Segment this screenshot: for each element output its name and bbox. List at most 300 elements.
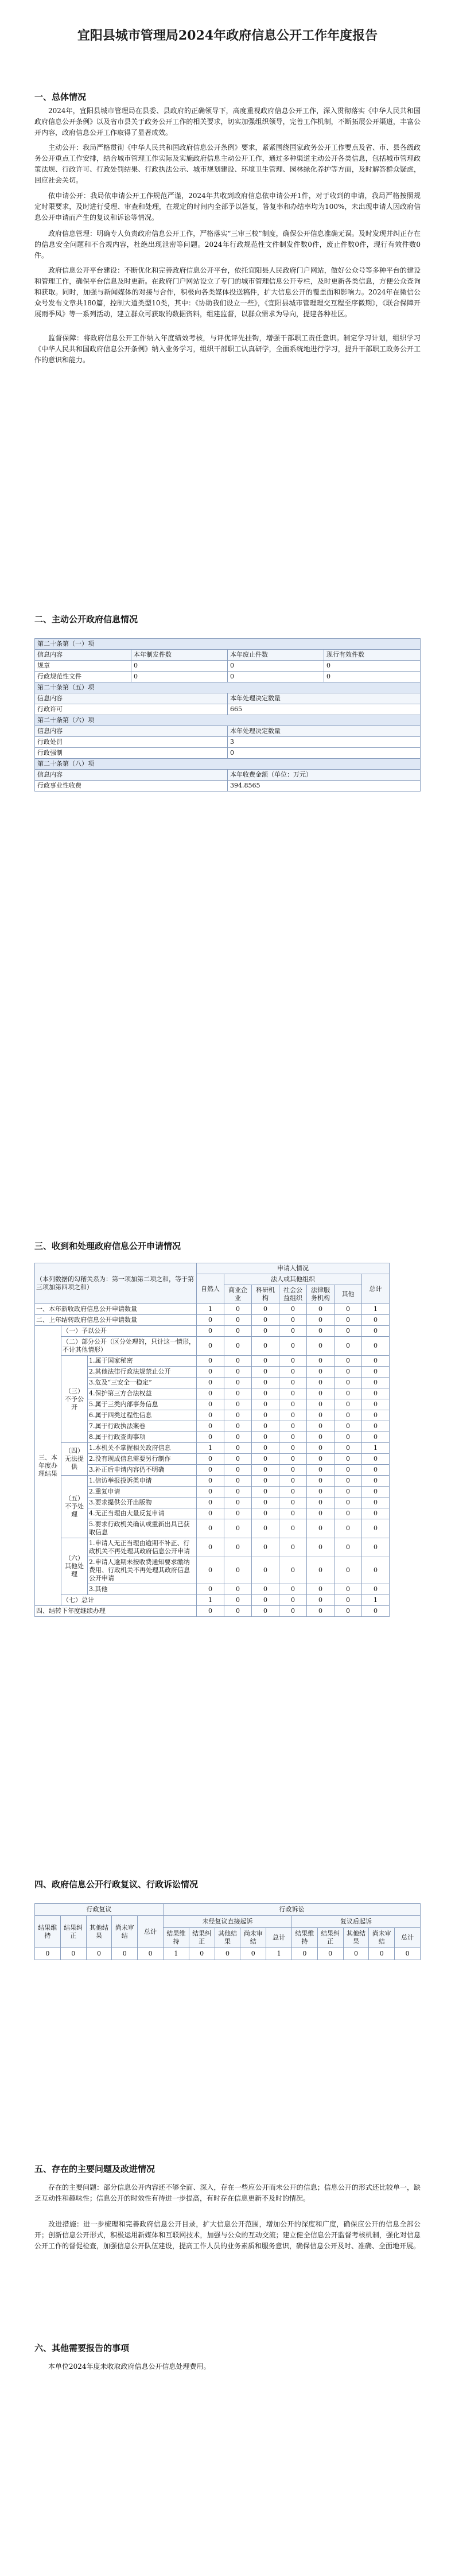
row-group-label: 三、本年度办理结果	[35, 1326, 61, 1606]
table-cell: 0	[279, 1519, 307, 1538]
table-cell: 0	[252, 1557, 279, 1584]
table-cell: 3	[228, 737, 421, 748]
table-cell: 0	[224, 1367, 252, 1378]
table-cell: 0	[362, 1356, 390, 1367]
table-cell: 0	[279, 1356, 307, 1367]
column-header: 结果纠正	[317, 1928, 343, 1948]
table-cell: 0	[307, 1315, 335, 1326]
table-cell: 0	[60, 1948, 86, 1960]
table-cell: 0	[279, 1378, 307, 1388]
column-header: 现行有效件数	[324, 650, 421, 661]
column-header: 结果维持	[291, 1928, 317, 1948]
table-cell: 0	[252, 1487, 279, 1498]
row-label: 3.其他	[88, 1584, 197, 1595]
table-section-title: 第二十条第（八）项	[35, 759, 421, 770]
section-heading-applications: 三、收到和处理政府信息公开申请情况	[34, 1241, 181, 1251]
table-cell: 0	[307, 1476, 335, 1487]
table-section-title: 第二十条第（一）项	[35, 639, 421, 650]
table-cell: 0	[197, 1606, 224, 1617]
table-cell: 0	[279, 1557, 307, 1584]
table-cell: 0	[279, 1465, 307, 1476]
table-cell: 0	[224, 1378, 252, 1388]
table-cell: 0	[252, 1465, 279, 1476]
problems-paragraph-2: 改进措施：进一步梳理和完善政府信息公开目录，扩大信息公开范围，增加公开的深度和广度，确保应公开的信息全部公开；创新信息公开形式，积极运用新媒体和互联网技术，加强与公众的互动交流；建立健全信息公开监督考核机制，强化对信息公开工作的督促检查，加强信息公开队伍建设，提高工作人员的业务素质和服务意识，确保信息公开及时、准确、全面地开展。	[34, 2220, 421, 2250]
column-header: 科研机构	[252, 1285, 279, 1304]
table-cell: 0	[362, 1388, 390, 1399]
table-cell: 0	[335, 1304, 362, 1315]
table-cell: 0	[224, 1388, 252, 1399]
table-cell: 0	[224, 1606, 252, 1617]
table-cell: 0	[197, 1538, 224, 1557]
table-cell: 0	[252, 1606, 279, 1617]
table-cell: 0	[224, 1557, 252, 1584]
row-label: 二、上年结转政府信息公开申请数量	[35, 1315, 197, 1326]
table-cell: 0	[279, 1476, 307, 1487]
row-subgroup-label: （五）不予处理	[61, 1476, 88, 1538]
table-cell: 0	[224, 1326, 252, 1337]
table-cell: 0	[252, 1584, 279, 1595]
column-header: 本年处理决定数量	[228, 726, 421, 737]
table-cell: 0	[252, 1476, 279, 1487]
column-header: 行政诉讼	[163, 1904, 420, 1916]
table-cell: 0	[307, 1498, 335, 1508]
table-cell: 0	[279, 1443, 307, 1454]
table-cell: 0	[224, 1337, 252, 1356]
table-cell: 0	[197, 1508, 224, 1519]
table-row	[35, 1326, 421, 1337]
table-cell: 0	[362, 1378, 390, 1388]
table-cell: 0	[335, 1557, 362, 1584]
table-cell: 0	[307, 1432, 335, 1443]
row-label: 3.危及“三安全一稳定”	[88, 1378, 197, 1388]
table-cell: 0	[252, 1367, 279, 1378]
table-cell: 0	[279, 1584, 307, 1595]
table-cell: 行政规范性文件	[35, 672, 131, 682]
table-cell: 0	[224, 1454, 252, 1465]
table-cell: 0	[335, 1443, 362, 1454]
column-header: 未经复议直接起诉	[163, 1916, 291, 1928]
table-cell: 0	[252, 1508, 279, 1519]
row-label: 4.保护第三方合法权益	[88, 1388, 197, 1399]
table-cell: 0	[307, 1595, 335, 1606]
table-cell: 0	[279, 1508, 307, 1519]
table-cell: 1	[197, 1443, 224, 1454]
table-cell: 0	[197, 1519, 224, 1538]
table-cell: 0	[224, 1584, 252, 1595]
row-label: 6.属于四类过程性信息	[88, 1410, 197, 1421]
table-cell: 1	[197, 1304, 224, 1315]
column-header: 其他	[335, 1285, 362, 1304]
table-cell: 0	[224, 1487, 252, 1498]
table-row	[35, 1557, 421, 1584]
table-cell: 0	[224, 1432, 252, 1443]
overview-paragraph-4: 政府信息管理：明确专人负责政府信息公开工作，严格落实“三审三校”制度，确保公开信息准确无误。及时发现并纠正存在的信息安全问题和不合规内容，杜绝出现泄密等问题。2024年行政规范性文件制发件数0件，废止件数0件，现行有效件数0件。	[34, 230, 421, 259]
table-cell: 0	[224, 1443, 252, 1454]
table-cell: 0	[307, 1304, 335, 1315]
table-cell: 0	[197, 1337, 224, 1356]
column-header: 尚未审结	[369, 1928, 395, 1948]
table-row	[35, 1443, 421, 1454]
table-cell: 0	[307, 1508, 335, 1519]
table-cell: 0	[252, 1519, 279, 1538]
table-row	[35, 704, 421, 715]
table-cell: 0	[335, 1367, 362, 1378]
column-header: 结果维持	[163, 1928, 189, 1948]
review-litigation-table	[34, 1903, 421, 1960]
table-cell: 0	[335, 1399, 362, 1410]
table-cell: 0	[279, 1399, 307, 1410]
row-label: 5.属于三类内部事务信息	[88, 1399, 197, 1410]
table-cell: 0	[224, 1304, 252, 1315]
table-cell: 0	[228, 748, 421, 759]
table-cell: 0	[362, 1432, 390, 1443]
column-header: 自然人	[197, 1274, 224, 1304]
table-cell: 0	[252, 1378, 279, 1388]
table-cell: 0	[307, 1443, 335, 1454]
table-cell: 0	[138, 1948, 164, 1960]
table-cell: 0	[279, 1432, 307, 1443]
row-label: 2.重复申请	[88, 1487, 197, 1498]
column-header: 法人或其他组织	[224, 1274, 362, 1285]
column-header: 行政复议	[35, 1904, 164, 1916]
table-row	[35, 1584, 421, 1595]
table-cell: 0	[197, 1557, 224, 1584]
table-cell: 0	[335, 1487, 362, 1498]
table-cell: 0	[343, 1948, 369, 1960]
table-cell: 0	[279, 1326, 307, 1337]
table-cell: 0	[335, 1356, 362, 1367]
table-cell: 0	[197, 1432, 224, 1443]
table-cell: 0	[224, 1315, 252, 1326]
row-subgroup-label: （四）无法提供	[61, 1443, 88, 1476]
row-label: 2.没有现成信息需要另行制作	[88, 1454, 197, 1465]
table-cell: 0	[362, 1367, 390, 1378]
table-cell: 0	[279, 1315, 307, 1326]
table-cell: 0	[197, 1388, 224, 1399]
table-cell: 0	[252, 1498, 279, 1508]
table-cell: 0	[335, 1337, 362, 1356]
section-heading-other: 六、其他需要报告的事项	[34, 2343, 130, 2353]
table-cell: 0	[335, 1476, 362, 1487]
table-cell: 1	[362, 1443, 390, 1454]
row-label: 2.申请人逾期未按收费通知要求缴纳费用、行政机关不再处理其政府信息公开申请	[88, 1557, 197, 1584]
table-cell: 0	[252, 1410, 279, 1421]
table-cell: 0	[224, 1410, 252, 1421]
table-cell: 0	[307, 1421, 335, 1432]
table-cell: 0	[307, 1378, 335, 1388]
overview-paragraph-3: 依申请公开：我局依申请公开工作规范严谨，2024年共收到政府信息依申请公开1件，对于收到的申请，我局严格按照规定时限要求，及时进行受理、审查和处理，在规定的时间内全部予以答复，答复率和办结率均为100%，未出现申请人因政府信息公开申请而产生的复议和诉讼等情况。	[34, 192, 421, 222]
table-cell: 0	[335, 1519, 362, 1538]
table-cell: 0	[279, 1454, 307, 1465]
table-cell: 0	[362, 1337, 390, 1356]
column-header: 复议后起诉	[291, 1916, 420, 1928]
overview-paragraph-5: 政府信息公开平台建设：不断优化和完善政府信息公开平台，依托宜阳县人民政府门户网站，做好公众号等多种平台的建设和管理工作，确保平台信息及时更新。在政府门户网站设立了专门的城市管理信息公开专栏，及时更新各类信息，方便公众查询和获取。同时，加强与新闻媒体的对接与合作，积极向各类媒体投送稿件，扩大信息公开的覆盖面和影响力。2024年在微信公众号发布文章共180篇，控制大道类型10类，其中：《协助我们设立一些》，《宜阳县城市管理理交互程至序微期》，《联合保障开展雨季风》等一系列活动，建立群众可获取的数据资料，组建监督，以群众需求为导向，提建各种社区。	[34, 266, 421, 318]
table-cell: 0	[362, 1487, 390, 1498]
column-header: 信息内容	[35, 693, 228, 704]
table-row	[35, 1304, 421, 1315]
column-header: 结果纠正	[60, 1916, 86, 1948]
table-cell: 行政处罚	[35, 737, 228, 748]
table-cell: 0	[324, 672, 421, 682]
table-row	[35, 1356, 421, 1367]
table-cell: 0	[307, 1557, 335, 1584]
table-cell: 0	[86, 1948, 112, 1960]
table-cell: 0	[228, 672, 324, 682]
table-cell: 0	[279, 1498, 307, 1508]
column-header: 其他结果	[215, 1928, 240, 1948]
other-paragraph-1: 本单位2024年度未收取政府信息公开信息处理费用。	[48, 2362, 211, 2371]
table-cell: 0	[252, 1337, 279, 1356]
table-cell: 0	[279, 1606, 307, 1617]
table-cell: 行政事业性收费	[35, 781, 228, 792]
table-row	[35, 1508, 421, 1519]
table-cell: 0	[307, 1584, 335, 1595]
table-cell: 0	[197, 1378, 224, 1388]
table-cell: 0	[362, 1498, 390, 1508]
table-row	[35, 1538, 421, 1557]
table-cell: 0	[362, 1410, 390, 1421]
column-header: 本年废止件数	[228, 650, 324, 661]
table-row	[35, 1337, 421, 1356]
table-row	[35, 1315, 421, 1326]
column-header: 结果纠正	[189, 1928, 215, 1948]
table-cell: 0	[279, 1595, 307, 1606]
table-cell: 0	[335, 1410, 362, 1421]
row-label: 3.补正后申请内容仍不明确	[88, 1465, 197, 1476]
table-row	[35, 1487, 421, 1498]
table-cell: 0	[335, 1595, 362, 1606]
row-label: （一）予以公开	[61, 1326, 197, 1337]
problems-paragraph-1: 存在的主要问题：部分信息公开内容还不够全面、深入，存在一些应公开而未公开的信息；信息公开的形式还比较单一，缺乏互动性和趣味性；信息公开的时效性有待进一步提高，有时存在信息更新不及时的情况。	[34, 2183, 421, 2202]
table-row	[35, 737, 421, 748]
table-row	[35, 1421, 421, 1432]
table-cell: 0	[307, 1487, 335, 1498]
table-cell: 1	[266, 1948, 292, 1960]
row-label: 1.本机关不掌握相关政府信息	[88, 1443, 197, 1454]
table-cell: 0	[362, 1454, 390, 1465]
table-cell: 0	[224, 1465, 252, 1476]
table-cell: 0	[307, 1606, 335, 1617]
table-row	[35, 672, 421, 682]
table-cell: 0	[324, 661, 421, 672]
table-cell: 0	[362, 1508, 390, 1519]
column-header: 本年制发件数	[131, 650, 228, 661]
table-cell: 0	[197, 1410, 224, 1421]
table-cell: 0	[307, 1465, 335, 1476]
page-title: 宜阳县城市管理局2024年政府信息公开工作年度报告	[77, 28, 378, 43]
table-row	[35, 781, 421, 792]
table-cell: 0	[362, 1519, 390, 1538]
table-cell: 0	[215, 1948, 240, 1960]
table-cell: 0	[252, 1432, 279, 1443]
overview-paragraph-2: 主动公开：我局严格贯彻《中华人民共和国政府信息公开条例》要求，紧紧围绕国家政务公开工作要点及省、市、县各级政务公开重点工作安排，结合城市管理工作实际及实施政府信息主动公开工作，通过多种渠道主动公开各类信息，包括城市管理政策法规、行政许可、行政处罚结果、行政执法公示、城市规划建设、环境卫生管理、园林绿化养护等方面，及时解答群众疑虑，回应社会关切。	[34, 143, 421, 184]
table-section-title: 第二十条第（六）项	[35, 715, 421, 726]
row-subgroup-label: （三）不予公开	[61, 1356, 88, 1443]
table-cell: 0	[362, 1399, 390, 1410]
row-label: （二）部分公开（区分处理的，只计这一情形，不计其他情形）	[61, 1337, 197, 1356]
section-heading-active-disclosure: 二、主动公开政府信息情况	[34, 614, 138, 624]
table-row	[35, 661, 421, 672]
overview-paragraph-1: 2024年，宜阳县城市管理局在县委、县政府的正确领导下，高度重视政府信息公开工作，深入贯彻落实《中华人民共和国政府信息公开条例》以及省市县关于政务公开工作的相关要求，切实加强组织领导，完善工作机制，不断拓展公开渠道，丰富公开内容，政府信息公开工作取得了显著成效。	[34, 107, 421, 137]
row-label: （七）总计	[61, 1595, 197, 1606]
row-label: 1.申请人无正当理由逾期不补正、行政机关不再处理其政府信息公开申请	[88, 1538, 197, 1557]
table-cell: 0	[395, 1948, 421, 1960]
row-label: 7.属于行政执法案卷	[88, 1421, 197, 1432]
table-cell: 0	[279, 1304, 307, 1315]
table-cell: 0	[335, 1498, 362, 1508]
table-cell: 0	[307, 1337, 335, 1356]
table-row	[35, 1454, 421, 1465]
overview-paragraph-6: 监督保障：将政府信息公开工作纳入年度绩效考核，与评优评先挂钩，增强干部职工责任意识。制定学习计划，组织学习《中华人民共和国政府信息公开条例》纳入业务学习，组织干部职工认真研学，全面系统地进行学习，提升干部职工政务公开工作的意识和能力。	[34, 334, 421, 364]
table-cell: 0	[335, 1378, 362, 1388]
table-cell: 0	[335, 1388, 362, 1399]
table-row	[35, 1948, 421, 1960]
table-cell: 665	[228, 704, 421, 715]
row-label: 1.信访举报投诉类申请	[88, 1476, 197, 1487]
column-header: 社会公益组织	[279, 1285, 307, 1304]
table-cell: 0	[112, 1948, 138, 1960]
row-subgroup-label: （六）其他处理	[61, 1538, 88, 1595]
table-cell: 行政许可	[35, 704, 228, 715]
table-cell: 0	[224, 1421, 252, 1432]
table-cell: 0	[291, 1948, 317, 1960]
table-cell: 0	[252, 1421, 279, 1432]
table-row	[35, 1606, 421, 1617]
table-cell: 0	[335, 1315, 362, 1326]
table-cell: 0	[307, 1538, 335, 1557]
row-label: 3.要求提供公开出版物	[88, 1498, 197, 1508]
table-cell: 1	[362, 1304, 390, 1315]
table-cell: 0	[197, 1584, 224, 1595]
table-cell: 0	[224, 1595, 252, 1606]
table-row	[35, 1465, 421, 1476]
table-cell: 行政强制	[35, 748, 228, 759]
column-header: 信息内容	[35, 770, 228, 781]
column-header: 尚未审结	[112, 1916, 138, 1948]
table-cell: 0	[197, 1498, 224, 1508]
table-section-title: 第二十条第（五）项	[35, 682, 421, 693]
column-header: 总计	[138, 1916, 164, 1948]
column-header: 申请人情况	[197, 1263, 390, 1274]
table-cell: 0	[189, 1948, 215, 1960]
table-cell: 0	[335, 1584, 362, 1595]
table-cell: 0	[335, 1465, 362, 1476]
table-cell: 0	[335, 1432, 362, 1443]
table-row	[35, 1432, 421, 1443]
table-cell: 0	[362, 1421, 390, 1432]
table-cell: 0	[252, 1538, 279, 1557]
table-cell: 0	[197, 1367, 224, 1378]
table-cell: 0	[279, 1538, 307, 1557]
table-cell: 0	[240, 1948, 266, 1960]
column-header: 信息内容	[35, 650, 131, 661]
table-cell: 394.8565	[228, 781, 421, 792]
column-header: 法律服务机构	[307, 1285, 335, 1304]
table-cell: 0	[362, 1326, 390, 1337]
table-cell: 0	[252, 1443, 279, 1454]
table-cell: 0	[197, 1399, 224, 1410]
table-cell: 0	[197, 1465, 224, 1476]
table-cell: 0	[252, 1454, 279, 1465]
table-cell: 0	[307, 1454, 335, 1465]
row-label: 四、结转下年度继续办理	[35, 1606, 197, 1617]
column-header: 商业企业	[224, 1285, 252, 1304]
table-cell: 0	[252, 1595, 279, 1606]
table-row	[35, 1367, 421, 1378]
table-cell: 0	[228, 661, 324, 672]
column-header: 尚未审结	[240, 1928, 266, 1948]
table-row	[35, 1399, 421, 1410]
section-heading-problems: 五、存在的主要问题及改进情况	[34, 2164, 155, 2174]
row-label: 2.其他法律行政法规禁止公开	[88, 1367, 197, 1378]
table-cell: 0	[362, 1476, 390, 1487]
column-header: 总计	[395, 1928, 421, 1948]
table-cell: 规章	[35, 661, 131, 672]
table-cell: 0	[279, 1337, 307, 1356]
table-cell: 0	[362, 1315, 390, 1326]
table-cell: 0	[335, 1454, 362, 1465]
table-cell: 0	[279, 1421, 307, 1432]
row-label: 5.要求行政机关确认或重新出具已获取信息	[88, 1519, 197, 1538]
table-cell: 0	[279, 1410, 307, 1421]
table-cell: 0	[362, 1538, 390, 1557]
active-disclosure-table	[34, 638, 421, 792]
table-cell: 0	[307, 1399, 335, 1410]
table-cell: 0	[197, 1454, 224, 1465]
column-header: 其他结果	[343, 1928, 369, 1948]
column-header: 信息内容	[35, 726, 228, 737]
table-cell: 0	[224, 1476, 252, 1487]
table-cell: 0	[279, 1367, 307, 1378]
applications-table	[34, 1263, 421, 1617]
table-cell: 0	[307, 1388, 335, 1399]
table-cell: 0	[362, 1584, 390, 1595]
table-row	[35, 1498, 421, 1508]
row-label: 8.属于行政查询事项	[88, 1432, 197, 1443]
row-label: 一、本年新收政府信息公开申请数量	[35, 1304, 197, 1315]
column-header: 结果维持	[35, 1916, 61, 1948]
table-cell: 0	[335, 1538, 362, 1557]
table-cell: 0	[307, 1519, 335, 1538]
column-header: 总计	[266, 1928, 292, 1948]
section-heading-review-litigation: 四、政府信息公开行政复议、行政诉讼情况	[34, 1879, 199, 1890]
table-cell: 0	[335, 1326, 362, 1337]
table-cell: 0	[224, 1356, 252, 1367]
table-row	[35, 1378, 421, 1388]
table-row	[35, 1410, 421, 1421]
table-cell: 0	[197, 1487, 224, 1498]
table-cell: 0	[307, 1367, 335, 1378]
table-cell: 0	[362, 1606, 390, 1617]
table-cell: 1	[163, 1948, 189, 1960]
row-label: 1.属于国家秘密	[88, 1356, 197, 1367]
table-cell: 0	[197, 1356, 224, 1367]
table-cell: 0	[252, 1315, 279, 1326]
table-cell: 0	[307, 1410, 335, 1421]
table-cell: 0	[362, 1465, 390, 1476]
table-row	[35, 748, 421, 759]
table-cell: 0	[224, 1508, 252, 1519]
table-row	[35, 1388, 421, 1399]
column-header: 其他结果	[86, 1916, 112, 1948]
table-cell: 0	[252, 1304, 279, 1315]
table-corner-note: （本列数据的勾稽关系为：第一项加第二项之和，等于第三项加第四项之和）	[35, 1263, 197, 1304]
section-heading-overview: 一、总体情况	[34, 92, 87, 102]
table-cell: 1	[362, 1595, 390, 1606]
table-cell: 0	[252, 1326, 279, 1337]
table-cell: 0	[307, 1356, 335, 1367]
table-cell: 0	[335, 1606, 362, 1617]
